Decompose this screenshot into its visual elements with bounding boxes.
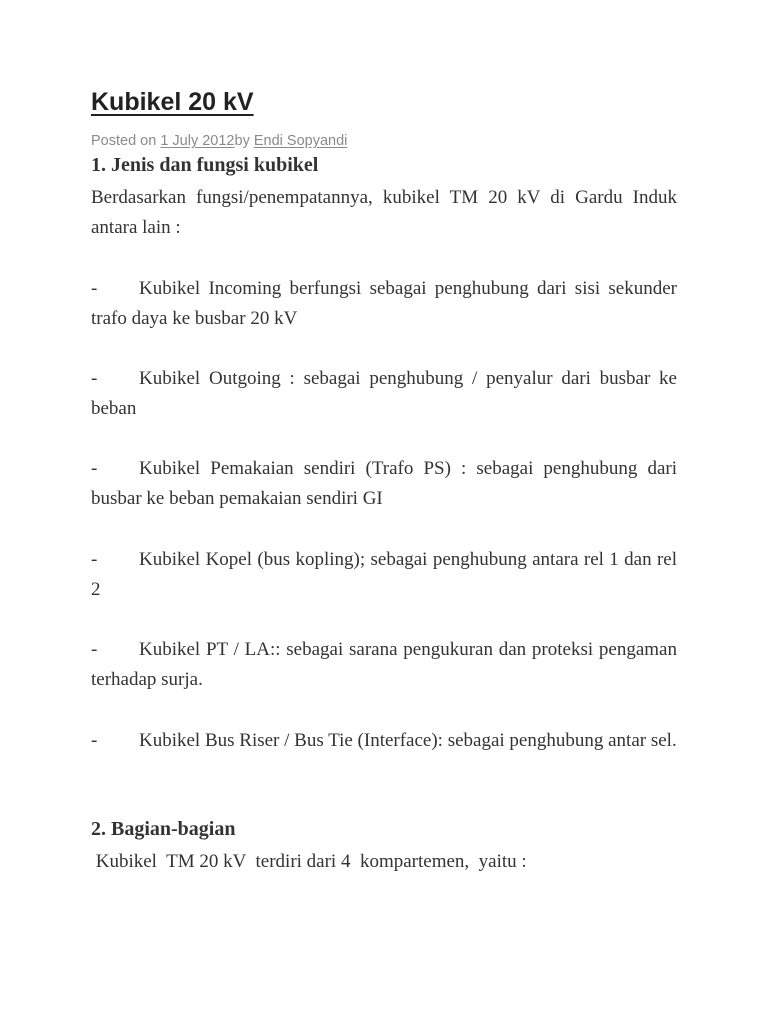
list-item-pemakaian-sendiri xyxy=(91,454,677,514)
section-heading-jenis: 1. Jenis dan fungsi kubikel xyxy=(91,154,319,176)
by-label: by xyxy=(234,133,254,149)
section2-intro: Kubikel TM 20 kV terdiri dari 4 kompartemen, yaitu : xyxy=(91,851,527,872)
section-heading-bagian: 2. Bagian-bagian xyxy=(91,818,236,840)
list-item-text: Kubikel Outgoing : sebagai penghubung / penyalur dari busbar ke beban xyxy=(91,368,677,419)
list-item-text: Kubikel Kopel (bus kopling); sebagai penghubung antara rel 1 dan rel 2 xyxy=(91,549,677,600)
list-item-text: Kubikel Bus Riser / Bus Tie (Interface): sebagai penghubung antar sel. xyxy=(139,730,677,751)
post-meta xyxy=(91,133,347,149)
author-link[interactable]: Endi Sopyandi xyxy=(253,133,348,149)
list-dash: - xyxy=(91,730,98,751)
list-item-kopel xyxy=(91,545,677,605)
list-item-text: Kubikel Incoming berfungsi sebagai penghubung dari sisi sekunder trafo daya ke busbar 20 kV xyxy=(91,278,677,329)
list-dash: - xyxy=(91,458,98,479)
list-item-text: Kubikel Pemakaian sendiri (Trafo PS) : sebagai penghubung dari busbar ke beban pemakaian sendiri GI xyxy=(91,458,677,509)
list-item-incoming xyxy=(91,274,677,334)
post-title-link[interactable]: Kubikel 20 kV xyxy=(91,88,254,116)
list-dash: - xyxy=(91,278,98,299)
list-dash: - xyxy=(91,549,98,570)
list-dash: - xyxy=(91,639,98,660)
list-item-text: Kubikel PT / LA:: sebagai sarana pengukuran dan proteksi pengaman terhadap surja. xyxy=(91,639,677,690)
list-item-outgoing xyxy=(91,364,677,424)
section1-intro: Berdasarkan fungsi/penempatannya, kubikel TM 20 kV di Gardu Induk antara lain : xyxy=(91,187,677,238)
list-dash: - xyxy=(91,368,98,389)
list-item-pt-la xyxy=(91,635,677,695)
posted-on-label: Posted on xyxy=(91,133,161,149)
list-item-bus-riser xyxy=(91,726,677,756)
post-date-link[interactable]: 1 July 2012 xyxy=(160,133,235,149)
